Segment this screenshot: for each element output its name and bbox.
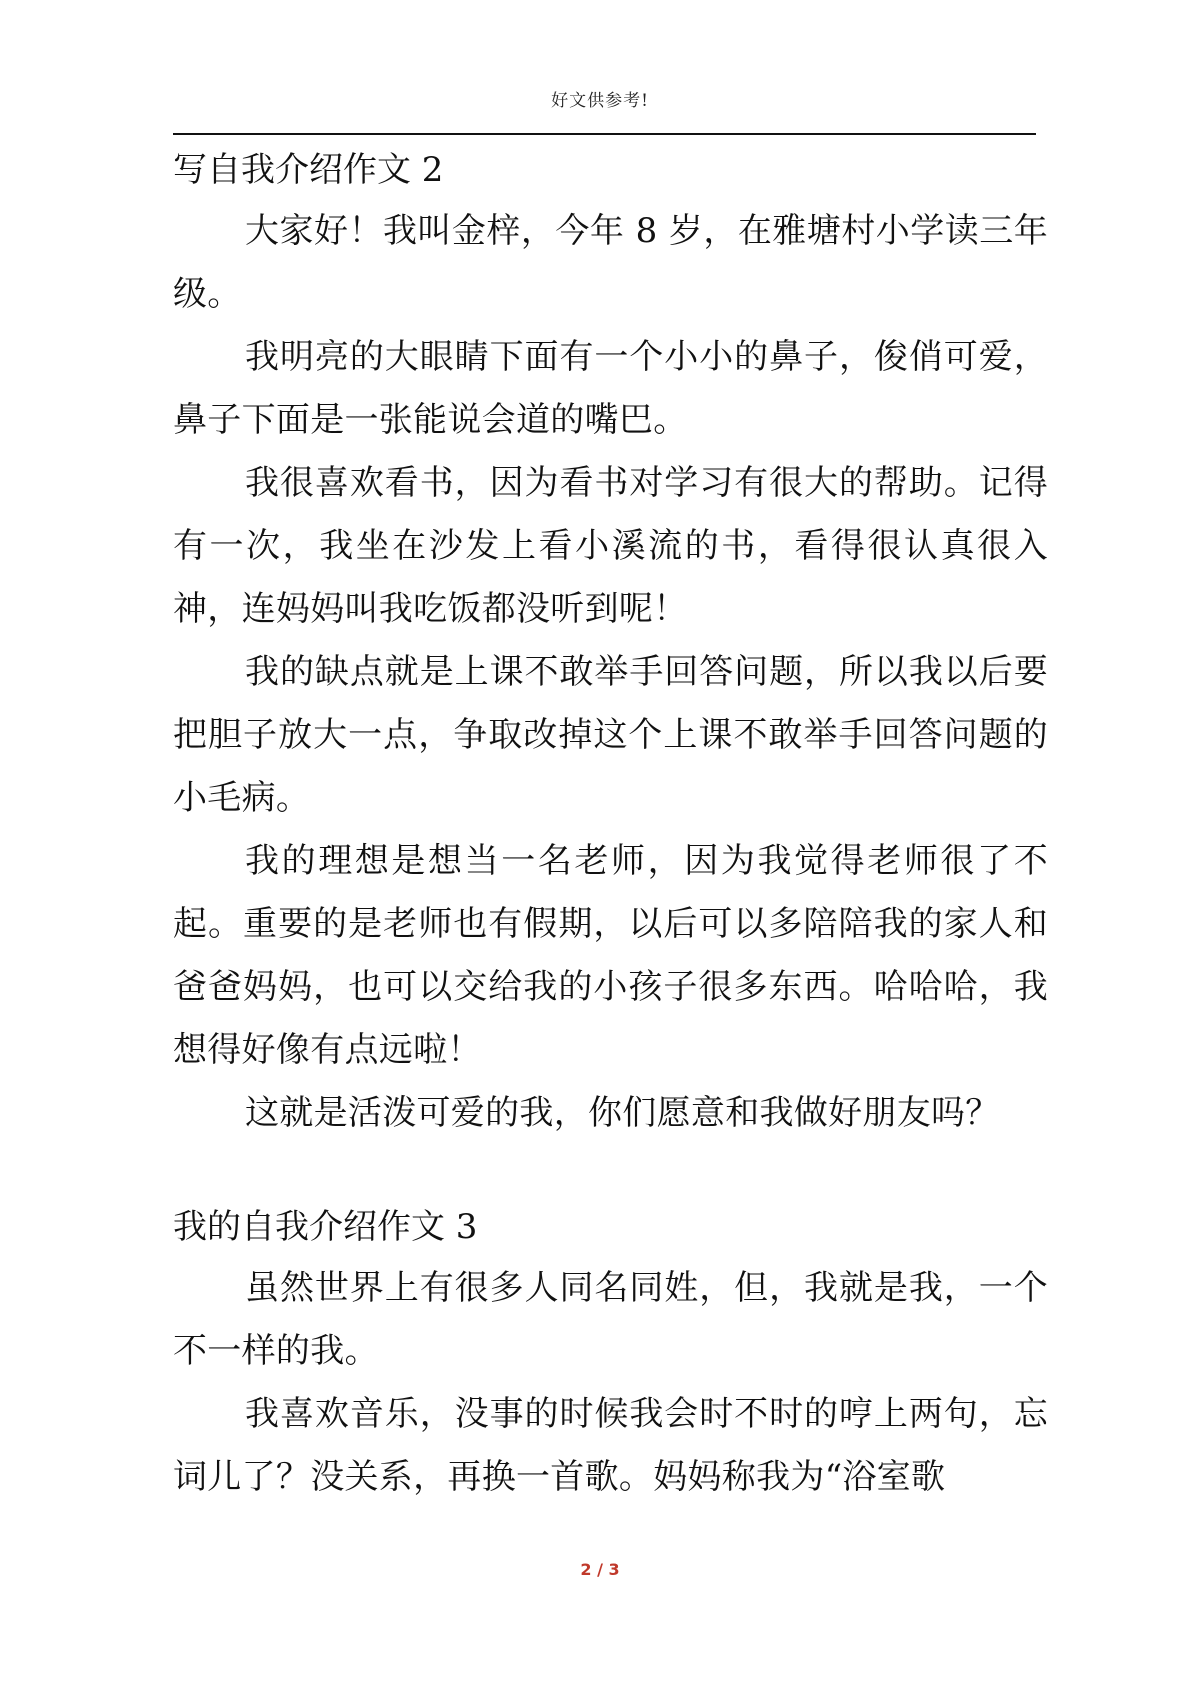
paragraph: 我喜欢音乐，没事的时候我会时不时的哼上两句，忘词儿了？没关系，再换一首歌。妈妈称我为“浴室歌 [173,1394,1048,1497]
paragraph: 我的缺点就是上课不敢举手回答问题，所以我以后要把胆子放大一点，争取改掉这个上课不敢举手回答问题的小毛病。 [173,652,1048,818]
paragraph: 大家好！我叫金梓，今年 8 岁，在雅塘村小学读三年级。 [173,211,1048,314]
paragraph: 我很喜欢看书，因为看书对学习有很大的帮助。记得有一次，我坐在沙发上看小溪流的书，看得很认真很入神，连妈妈叫我吃饭都没听到呢！ [173,463,1048,629]
section-title-1: 写自我介绍作文 2 [173,150,444,190]
paragraph: 这就是活泼可爱的我，你们愿意和我做好朋友吗？ [245,1093,1000,1133]
header-divider [173,133,1036,135]
section-title-2: 我的自我介绍作文 3 [173,1207,478,1247]
page-indicator: 2 / 3 [580,1560,620,1579]
paragraph: 我明亮的大眼睛下面有一个小小的鼻子，俊俏可爱，鼻子下面是一张能说会道的嘴巴。 [173,337,1048,440]
paragraph: 虽然世界上有很多人同名同姓，但，我就是我，一个不一样的我。 [173,1268,1048,1371]
document-body [173,140,1048,1509]
section-spacer [173,1145,1048,1197]
page-header-text: 好文供参考! [551,91,649,111]
paragraph: 我的理想是想当一名老师，因为我觉得老师很了不起。重要的是老师也有假期，以后可以多陪陪我的家人和爸爸妈妈，也可以交给我的小孩子很多东西。哈哈哈，我想得好像有点远啦！ [173,841,1048,1070]
